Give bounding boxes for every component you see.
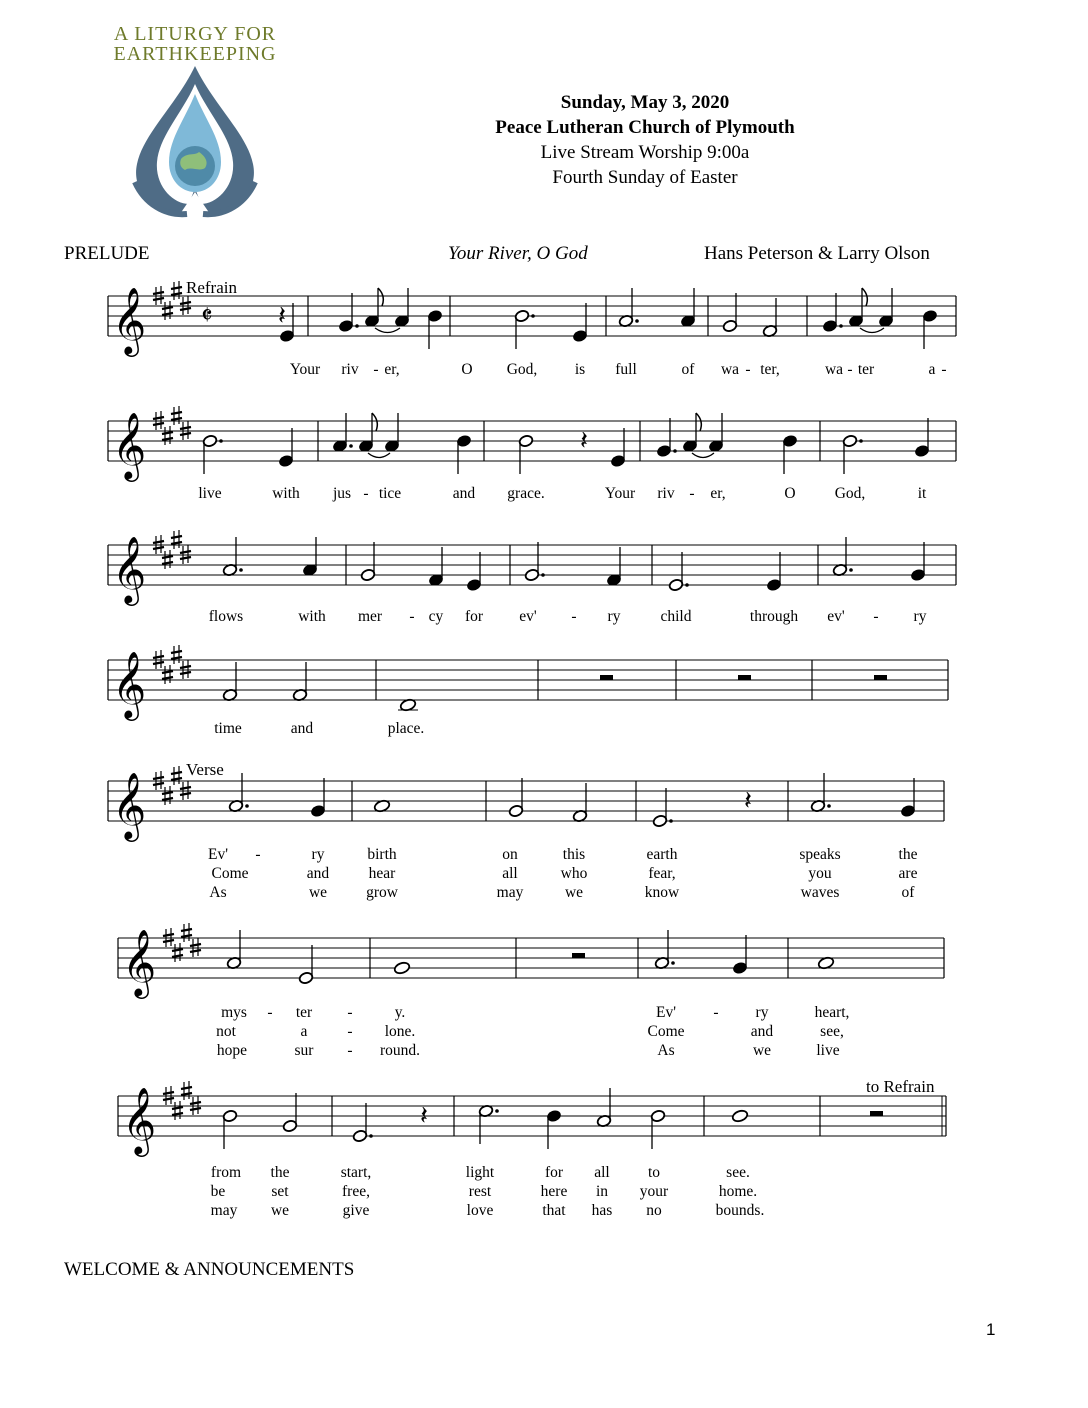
- verse-lyric: heart,: [814, 1004, 850, 1021]
- note-dot: [531, 314, 535, 318]
- lyric-syllable: live: [198, 485, 222, 502]
- verse-lyric: earth: [646, 846, 678, 863]
- lyric-syllable: O: [784, 485, 796, 502]
- quarter-rest: 𝄽: [580, 426, 588, 455]
- verse-lyric: from: [210, 1164, 242, 1181]
- verse-lyric: love: [466, 1202, 494, 1219]
- verse-lyric: birth: [367, 846, 397, 863]
- note-dot: [685, 583, 689, 587]
- lyric-syllable: ry: [913, 608, 927, 625]
- lyric-syllable: God,: [506, 361, 538, 378]
- verse-lyric: may: [496, 884, 524, 901]
- note-dot: [355, 324, 359, 328]
- verse-lyric: see,: [820, 1023, 844, 1040]
- lyric-syllable: -: [745, 361, 751, 378]
- lyric-syllable: and: [452, 485, 476, 502]
- lyric-syllable: riv: [657, 485, 675, 502]
- prelude-title: Your River, O God: [448, 243, 588, 264]
- note-dot: [669, 819, 673, 823]
- lyric-syllable: grace.: [507, 485, 545, 502]
- verse-lyric: start,: [340, 1164, 372, 1181]
- lyric-syllable: flows: [208, 608, 244, 625]
- verse-lyric: the: [898, 846, 918, 863]
- quarter-rest: 𝄽: [744, 786, 752, 815]
- lyric-syllable: -: [941, 361, 947, 378]
- note-flag: [696, 413, 701, 431]
- prelude-label: PRELUDE: [64, 243, 150, 264]
- lyric-syllable: er,: [710, 485, 726, 502]
- verse-lyric: ter: [295, 1004, 313, 1021]
- note-dot: [671, 961, 675, 965]
- lyric-syllable: it: [917, 485, 927, 502]
- note-dot: [859, 439, 863, 443]
- verse-lyric: home.: [718, 1183, 758, 1200]
- note-dot: [369, 1134, 373, 1138]
- lyric-syllable: jus: [332, 485, 352, 502]
- verse-lyric: this: [562, 846, 586, 863]
- treble-clef-icon: 𝄞: [112, 773, 147, 838]
- verse-lyric: Come: [647, 1023, 685, 1040]
- treble-clef-icon: 𝄞: [112, 413, 147, 478]
- half-rest: [572, 953, 585, 958]
- lyric-syllable: child: [660, 608, 692, 625]
- lyric-syllable: ry: [607, 608, 621, 625]
- lyric-syllable: -: [571, 608, 577, 625]
- note-dot: [839, 324, 843, 328]
- page-number: 1: [986, 1320, 996, 1339]
- verse-lyric: for: [544, 1164, 564, 1181]
- verse-lyric: -: [267, 1004, 273, 1021]
- verse-lyric: here: [540, 1183, 568, 1200]
- note-dot: [495, 1109, 499, 1113]
- treble-clef-icon: 𝄞: [112, 288, 147, 353]
- verse-lyric: waves: [800, 884, 840, 901]
- verse-lyric: on: [502, 846, 518, 863]
- service-date: Sunday, May 3, 2020: [560, 92, 730, 113]
- lyric-syllable: -: [363, 485, 369, 502]
- tie: [375, 328, 400, 333]
- verse-lyric: sur: [294, 1042, 314, 1059]
- lyric-syllable: tice: [378, 485, 402, 502]
- lyric-syllable: -: [373, 361, 379, 378]
- lyric-syllable: God,: [834, 485, 866, 502]
- verse-lyric: who: [560, 865, 588, 882]
- verse-lyric: the: [270, 1164, 290, 1181]
- church-name: Peace Lutheran Church of Plymouth: [495, 117, 795, 138]
- verse-lyric: you: [808, 865, 832, 882]
- verse-lyric: we: [564, 884, 584, 901]
- verse-lyric: know: [644, 884, 680, 901]
- lyric-syllable: -: [873, 608, 879, 625]
- verse-lyric: see.: [726, 1164, 750, 1181]
- verse-lyric: rest: [468, 1183, 492, 1200]
- note-head: [393, 961, 410, 975]
- verse-lyric: in: [595, 1183, 609, 1200]
- note-flag: [372, 413, 377, 431]
- note-dot: [849, 568, 853, 572]
- treble-clef-icon: 𝄞: [112, 537, 147, 602]
- verse-lyric: ry: [311, 846, 325, 863]
- lyric-syllable: time: [214, 720, 242, 737]
- lyric-syllable: O: [461, 361, 473, 378]
- verse-lyric: hear: [368, 865, 396, 882]
- lyric-syllable: and: [290, 720, 314, 737]
- verse-lyric: and: [750, 1023, 774, 1040]
- verse-lyric: give: [342, 1202, 370, 1219]
- half-rest: [600, 675, 613, 680]
- verse-lyric: speaks: [799, 846, 841, 863]
- lyric-syllable: of: [681, 361, 695, 378]
- lyric-syllable: for: [464, 608, 484, 625]
- note-dot: [239, 568, 243, 572]
- lyric-syllable: through: [749, 608, 799, 625]
- verse-lyric: has: [591, 1202, 613, 1219]
- lyric-syllable: Your: [289, 361, 321, 378]
- verse-lyric: set: [271, 1183, 289, 1200]
- verse-lyric: live: [816, 1042, 840, 1059]
- note-dot: [349, 444, 353, 448]
- logo-title-line1: A LITURGY FOR: [113, 23, 277, 45]
- verse-lyric: -: [347, 1004, 353, 1021]
- lyric-syllable: mer: [357, 608, 383, 625]
- quarter-rest: 𝄽: [420, 1101, 428, 1130]
- logo-title-line2: EARTHKEEPING: [113, 43, 277, 65]
- verse-lyric: mys: [221, 1004, 247, 1021]
- verse-lyric: a: [300, 1023, 308, 1040]
- liturgical-occasion: Fourth Sunday of Easter: [552, 167, 738, 188]
- lyric-syllable: cy: [428, 608, 444, 625]
- verse-lyric: lone.: [384, 1023, 416, 1040]
- verse-lyric: fear,: [648, 865, 676, 882]
- note-dot: [541, 573, 545, 577]
- verse-lyric: all: [502, 865, 518, 882]
- note-flag: [862, 288, 867, 306]
- verse-lyric: As: [209, 884, 227, 901]
- lyric-syllable: riv: [341, 361, 359, 378]
- verse-lyric: of: [901, 884, 915, 901]
- verse-lyric: -: [713, 1004, 719, 1021]
- half-rest: [738, 675, 751, 680]
- verse-lyric: round.: [379, 1042, 421, 1059]
- verse-lyric: Ev': [655, 1004, 677, 1021]
- verse-lyric: light: [465, 1164, 495, 1181]
- half-rest: [870, 1111, 883, 1116]
- lyric-syllable: wa: [720, 361, 740, 378]
- verse-label: Verse: [186, 760, 224, 779]
- to-refrain-label: to Refrain: [866, 1077, 935, 1096]
- verse-lyric: -: [347, 1042, 353, 1059]
- quarter-rest: 𝄽: [278, 301, 286, 330]
- lyric-syllable: -: [689, 485, 695, 502]
- verse-lyric: -: [347, 1023, 353, 1040]
- verse-lyric: we: [752, 1042, 772, 1059]
- verse-lyric: be: [210, 1183, 226, 1200]
- note-flag: [378, 288, 383, 306]
- verse-lyric: grow: [366, 884, 398, 901]
- note-dot: [635, 319, 639, 323]
- verse-lyric: we: [308, 884, 328, 901]
- treble-clef-icon: 𝄞: [122, 930, 157, 995]
- lyric-syllable: ter: [857, 361, 875, 378]
- verse-lyric: no: [646, 1202, 662, 1219]
- verse-lyric: -: [255, 846, 261, 863]
- note-dot: [245, 804, 249, 808]
- verse-lyric: Come: [211, 865, 249, 882]
- note-head: [731, 1109, 748, 1123]
- verse-lyric: As: [657, 1042, 675, 1059]
- lyric-syllable: ev': [519, 608, 537, 625]
- lyric-syllable: er,: [384, 361, 400, 378]
- welcome-announcements-label: WELCOME & ANNOUNCEMENTS: [64, 1259, 355, 1280]
- verse-lyric: not: [216, 1023, 236, 1040]
- service-info: Live Stream Worship 9:00a: [540, 142, 750, 163]
- lyric-syllable: full: [615, 361, 637, 378]
- note-dot: [673, 449, 677, 453]
- lyric-syllable: Your: [604, 485, 636, 502]
- lyric-syllable: is: [574, 361, 586, 378]
- verse-lyric: all: [594, 1164, 610, 1181]
- verse-lyric: Ev': [207, 846, 229, 863]
- lyric-syllable: ter,: [760, 361, 780, 378]
- prelude-composers: Hans Peterson & Larry Olson: [704, 243, 930, 264]
- half-rest: [874, 675, 887, 680]
- lyric-syllable: -: [409, 608, 415, 625]
- note-dot: [827, 804, 831, 808]
- verse-lyric: your: [639, 1183, 669, 1200]
- refrain-label: Refrain: [186, 278, 237, 297]
- verse-lyric: hope: [216, 1042, 248, 1059]
- lyric-syllable: ev': [827, 608, 845, 625]
- tie: [692, 453, 714, 458]
- lyric-syllable: wa: [824, 361, 844, 378]
- treble-clef-icon: 𝄞: [112, 652, 147, 717]
- treble-clef-icon: 𝄞: [122, 1088, 157, 1153]
- verse-lyric: bounds.: [715, 1202, 765, 1219]
- verse-lyric: may: [210, 1202, 238, 1219]
- lyric-syllable: place.: [387, 720, 425, 737]
- note-dot: [219, 439, 223, 443]
- verse-lyric: ry: [755, 1004, 769, 1021]
- lyric-syllable: with: [298, 608, 326, 625]
- lyric-syllable: -: [847, 361, 853, 378]
- lyric-syllable: a: [928, 361, 936, 378]
- verse-lyric: y.: [394, 1004, 406, 1021]
- lyric-syllable: with: [272, 485, 300, 502]
- tie: [368, 453, 390, 458]
- cut-time-symbol: 𝄵: [201, 301, 213, 330]
- verse-lyric: that: [542, 1202, 566, 1219]
- verse-lyric: to: [647, 1164, 661, 1181]
- verse-lyric: and: [306, 865, 330, 882]
- tie: [860, 328, 884, 333]
- verse-lyric: we: [270, 1202, 290, 1219]
- verse-lyric: are: [898, 865, 918, 882]
- verse-lyric: free,: [342, 1183, 370, 1200]
